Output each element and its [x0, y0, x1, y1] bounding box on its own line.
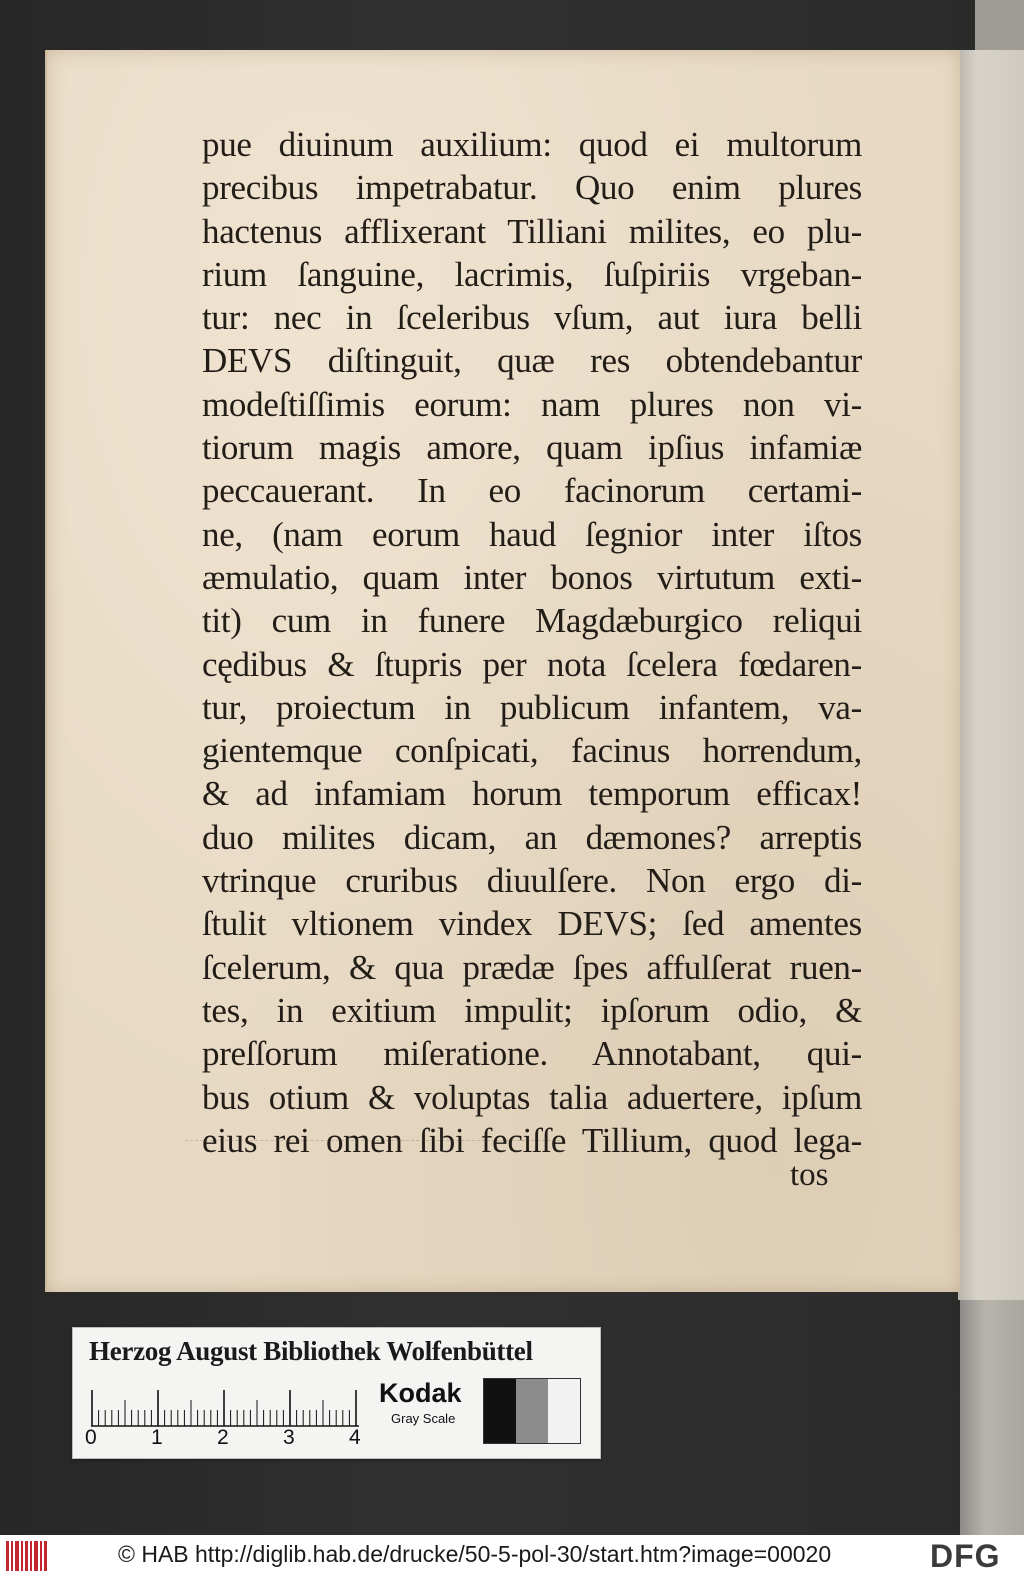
bleed-through-mark [185, 1140, 565, 1171]
text-line: & ad infamiam horum temporum efficax! [202, 774, 862, 814]
text-line: precibus impetrabatur. Quo enim plures [202, 168, 862, 208]
text-line: bus otium & voluptas talia aduertere, ipſum [202, 1077, 862, 1117]
text-line: vtrinque cruribus diuulſere. Non ergo di- [202, 861, 862, 901]
copyright-link[interactable]: © HAB http://diglib.hab.de/drucke/50-5-pol-30/start.htm?image=00020 [118, 1541, 832, 1567]
scale-ruler [91, 1388, 361, 1428]
gray-patches [483, 1378, 581, 1444]
text-line: tit) cum in funere Magdæburgico reliqui [202, 601, 862, 641]
text-line: modeſtiſſimis eorum: nam plures non vi- [202, 384, 862, 424]
page-text [202, 123, 862, 1162]
kodak-logo: Kodak [379, 1378, 462, 1408]
text-line: tur: nec in ſceleribus vſum, aut iura belli [202, 298, 862, 338]
library-name: Herzog August Bibliothek Wolfenbüttel [89, 1336, 533, 1366]
text-line: ſcelerum, & qua prædæ ſpes affulſerat ruen- [202, 947, 862, 987]
ruler-number: 4 [349, 1426, 361, 1449]
ruler-number: 2 [217, 1426, 229, 1449]
text-line: tes, in exitium impulit; ipſorum odio, & [202, 990, 862, 1030]
catchword: tos [790, 1157, 829, 1193]
adjacent-page-lower [960, 1300, 1024, 1535]
text-line: pue diuinum auxilium: quod ei multorum [202, 125, 862, 164]
gray-scale-label: Gray Scale [391, 1411, 456, 1426]
text-line: ſtulit vltionem vindex DEVS; ſed amentes [202, 904, 862, 944]
text-line: ne, (nam eorum haud ſegnior inter iſtos [202, 514, 862, 554]
paper-strip [975, 0, 1024, 55]
ruler-number: 1 [151, 1426, 163, 1449]
text-line: tiorum magis amore, quam ipſius infamiæ [202, 428, 862, 468]
text-line: preſſorum miſeratione. Annotabant, qui- [202, 1034, 862, 1074]
footer-bar [0, 1535, 1024, 1577]
text-line: tur, proiectum in publicum infantem, va- [202, 687, 862, 727]
barcode-icon [6, 1541, 48, 1571]
gray-patch-mid [516, 1379, 548, 1443]
color-reference-card [72, 1327, 601, 1459]
text-line: hactenus afflixerant Tilliani milites, eo plu- [202, 211, 862, 251]
text-line: DEVS diſtinguit, quæ res obtendebantur [202, 341, 862, 381]
dfg-logo: DFG [930, 1538, 1001, 1574]
text-line: æmulatio, quam inter bonos virtutum exti- [202, 557, 862, 597]
text-line: eius rei omen ſibi feciſſe Tillium, quod lega- [202, 1120, 862, 1160]
text-line: peccauerant. In eo facinorum certami- [202, 471, 862, 511]
ruler-number: 3 [283, 1426, 295, 1449]
text-line: gientemque conſpicati, facinus horrendum, [202, 731, 862, 771]
gray-patch-black [484, 1379, 516, 1443]
adjacent-page-edge [958, 50, 1024, 1300]
text-line: duo milites dicam, an dæmones? arreptis [202, 817, 862, 857]
gray-patch-white [548, 1379, 580, 1443]
text-line: cędibus & ſtupris per nota ſcelera fœdaren- [202, 644, 862, 684]
ruler-number: 0 [85, 1426, 97, 1449]
text-line: rium ſanguine, lacrimis, ſuſpiriis vrgeban- [202, 254, 862, 294]
